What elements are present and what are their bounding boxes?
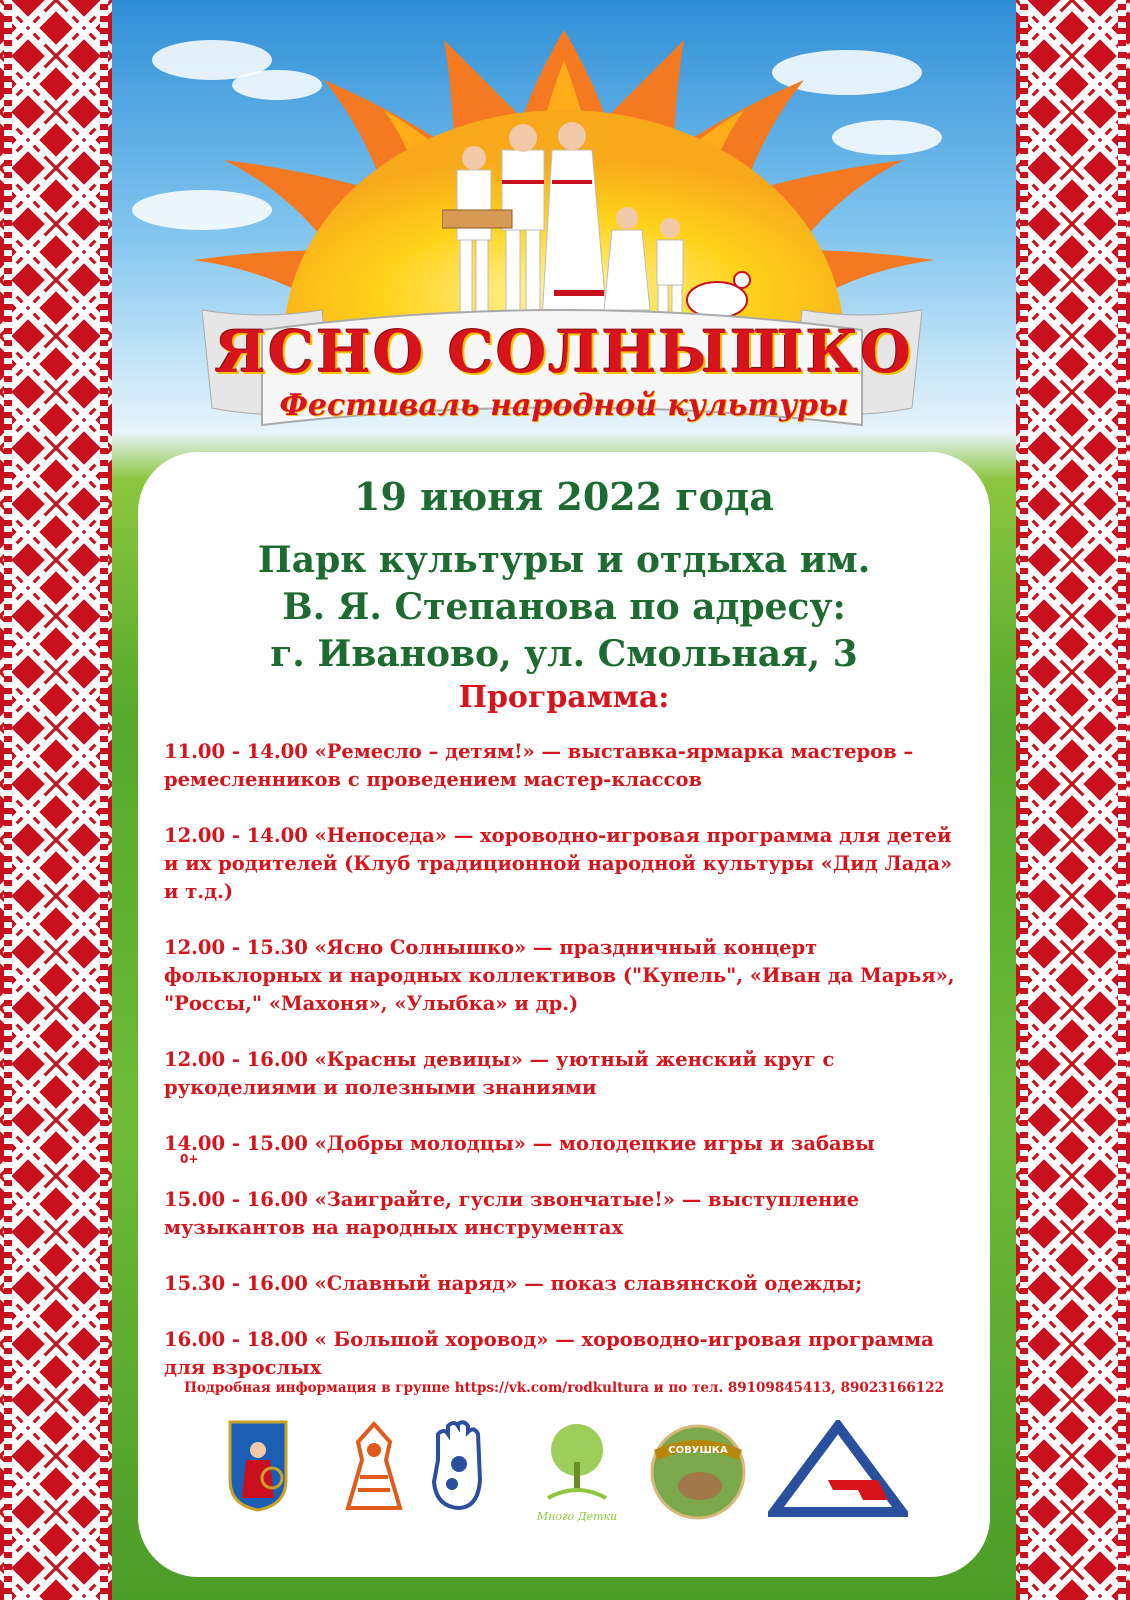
program-item: 12.00 - 15.30 «Ясно Солнышко» — праздничный концерт фольклорных и народных коллективов ("Купель", «Иван да Марья», "Россы," «Махоня», «Улыбка» и др.) [164,936,955,1015]
ornament-stripe [100,0,108,1600]
mnogo-detki-logo [528,1420,626,1530]
ornament-stripe [1020,0,1028,1600]
program-heading: Программа: [458,680,670,715]
left-ornament-border [0,0,112,1600]
mnogo-detki-label: Много Детки [536,1510,618,1523]
event-venue [138,537,990,678]
sovushka-label: СОВУШКА [668,1445,728,1456]
program-item: 12.00 - 16.00 «Красны девицы» — уютный женский круг с рукоделиями и полезными знаниями [164,1048,835,1099]
right-ornament-border [1016,0,1130,1600]
venue-line: г. Иваново, ул. Смольная, 3 [270,633,858,675]
program-item: 15.00 - 16.00 «Заиграйте, гусли звончатые!» — выступление музыкантов на народных инструментах [164,1188,860,1239]
program-item: 16.00 - 18.00 « Большой хоровод» — хороводно-игровая программа для взрослых [164,1328,934,1379]
ornament-stripe [1118,0,1126,1600]
program-item: 14.00 - 15.00 «Добры молодцы» — молодецкие игры и забавы [164,1132,875,1155]
festival-subtitle: Фестиваль народной культуры [279,388,849,423]
program-item: 12.00 - 14.00 «Непоседа» — хороводно-игровая программа для детей и их родителей (Клуб традиционной народной культуры «Дид Лада» и т.д.) [164,824,953,903]
venue-line: Парк культуры и отдыха им. [257,539,871,581]
partner-logos [228,1420,908,1530]
festival-title: ЯСНО СОЛНЫШКО [214,318,914,386]
program-card [138,452,990,1577]
contact-info: Подробная информация в группе https://vk.com/rodkultura и по тел. 89109845413, 89023166122 [184,1380,944,1396]
program-list [164,738,964,1410]
sovushka-logo [648,1420,748,1530]
ornament-stripe [4,0,12,1600]
folk-doll-logo [338,1420,410,1512]
venue-line: В. Я. Степанова по адресу: [282,586,846,628]
event-date: 19 июня 2022 года [354,474,774,519]
family-hand-logo [428,1420,490,1512]
ivanovo-coat-of-arms-logo [228,1420,288,1512]
triangle-logo [768,1420,908,1520]
program-item: 15.30 - 16.00 «Славный наряд» — показ славянской одежды; [164,1272,863,1295]
program-item: 11.00 - 14.00 «Ремесло – детям!» — выставка-ярмарка мастеров – ремесленников с проведением мастер-классов [164,740,914,791]
age-rating: 0+ [180,1152,199,1166]
